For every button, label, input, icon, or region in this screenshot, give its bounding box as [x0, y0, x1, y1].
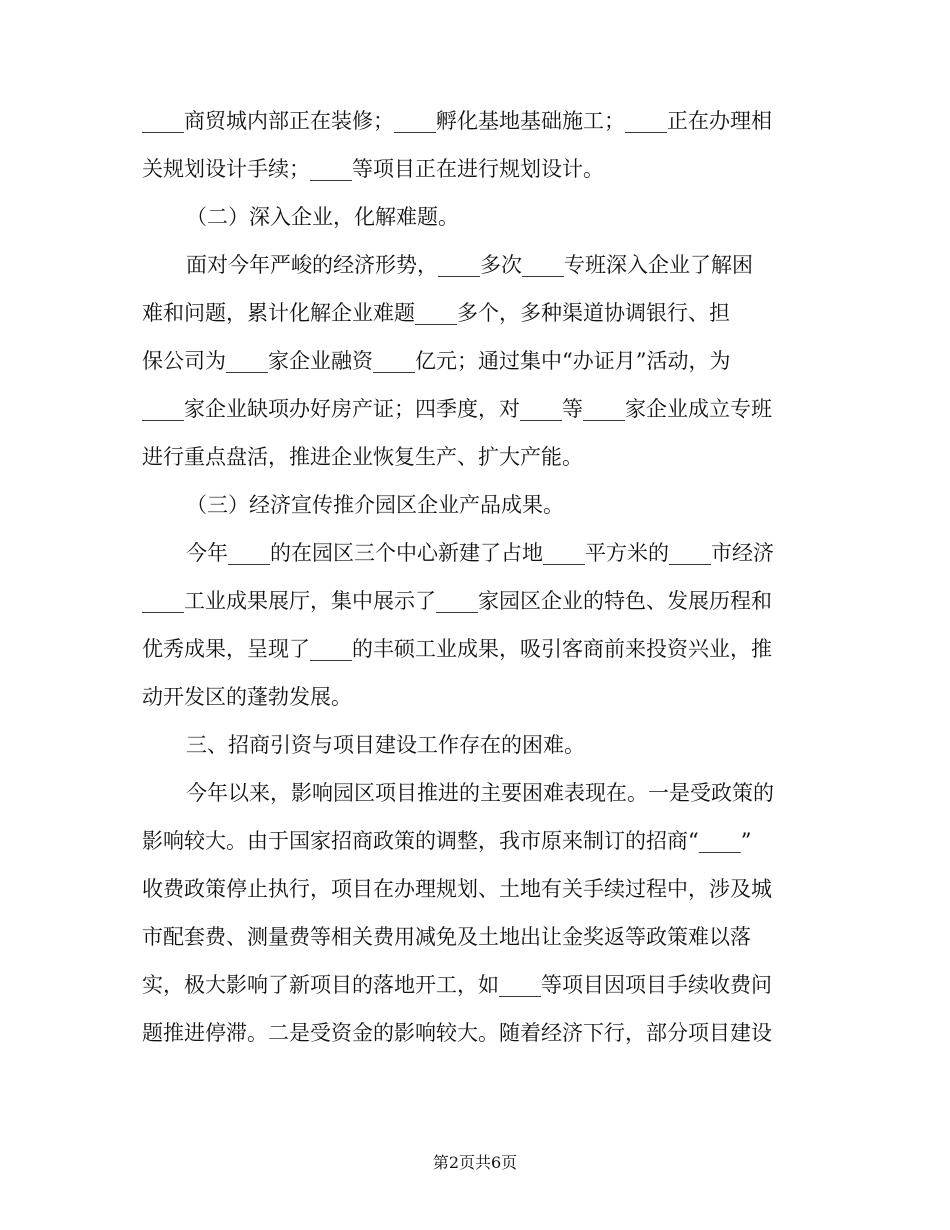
- page-number: 第2页共6页: [432, 1153, 518, 1172]
- text-line: 实，极大影响了新项目的落地开工，如____等项目因项目手续收费问: [142, 973, 772, 997]
- text-line: 动开发区的蓬勃发展。: [142, 685, 352, 709]
- section-heading: 三、招商引资与项目建设工作存在的困难。: [186, 733, 585, 757]
- section-heading: （二）深入企业，化解难题。: [186, 205, 459, 229]
- text-line: 优秀成果，呈现了____的丰硕工业成果，吸引客商前来投资兴业，推: [142, 637, 772, 661]
- text-line: 今年以来，影响园区项目推进的主要困难表现在。一是受政策的: [186, 781, 774, 805]
- text-line: 题推进停滞。二是受资金的影响较大。随着经济下行，部分项目建设: [142, 1021, 772, 1045]
- text-line: 今年____的在园区三个中心新建了占地____平方米的____市经济: [186, 541, 774, 565]
- text-line: 关规划设计手续；____等项目正在进行规划设计。: [142, 157, 604, 181]
- text-line: 保公司为____家企业融资____亿元；通过集中“办证月”活动，为: [142, 349, 731, 373]
- text-line: 收费政策停止执行，项目在办理规划、土地有关手续过程中，涉及城: [142, 877, 772, 901]
- text-line: 面对今年严峻的经济形势，____多次____专班深入企业了解困: [186, 253, 753, 277]
- text-line: 难和问题，累计化解企业难题____多个，多种渠道协调银行、担: [142, 301, 730, 325]
- text-line: 进行重点盘活，推进企业恢复生产、扩大产能。: [142, 445, 583, 469]
- text-line: 影响较大。由于国家招商政策的调整，我市原来制订的招商“____”: [142, 829, 752, 853]
- text-line: 市配套费、测量费等相关费用减免及土地出让金奖返等政策难以落: [142, 925, 751, 949]
- section-heading: （三）经济宣传推介园区企业产品成果。: [186, 493, 564, 517]
- text-line: ____商贸城内部正在装修；____孵化基地基础施工；____正在办理相: [142, 109, 772, 133]
- text-line: ____家企业缺项办好房产证；四季度，对____等____家企业成立专班: [142, 397, 772, 421]
- text-line: ____工业成果展厅，集中展示了____家园区企业的特色、发展历程和: [142, 589, 772, 613]
